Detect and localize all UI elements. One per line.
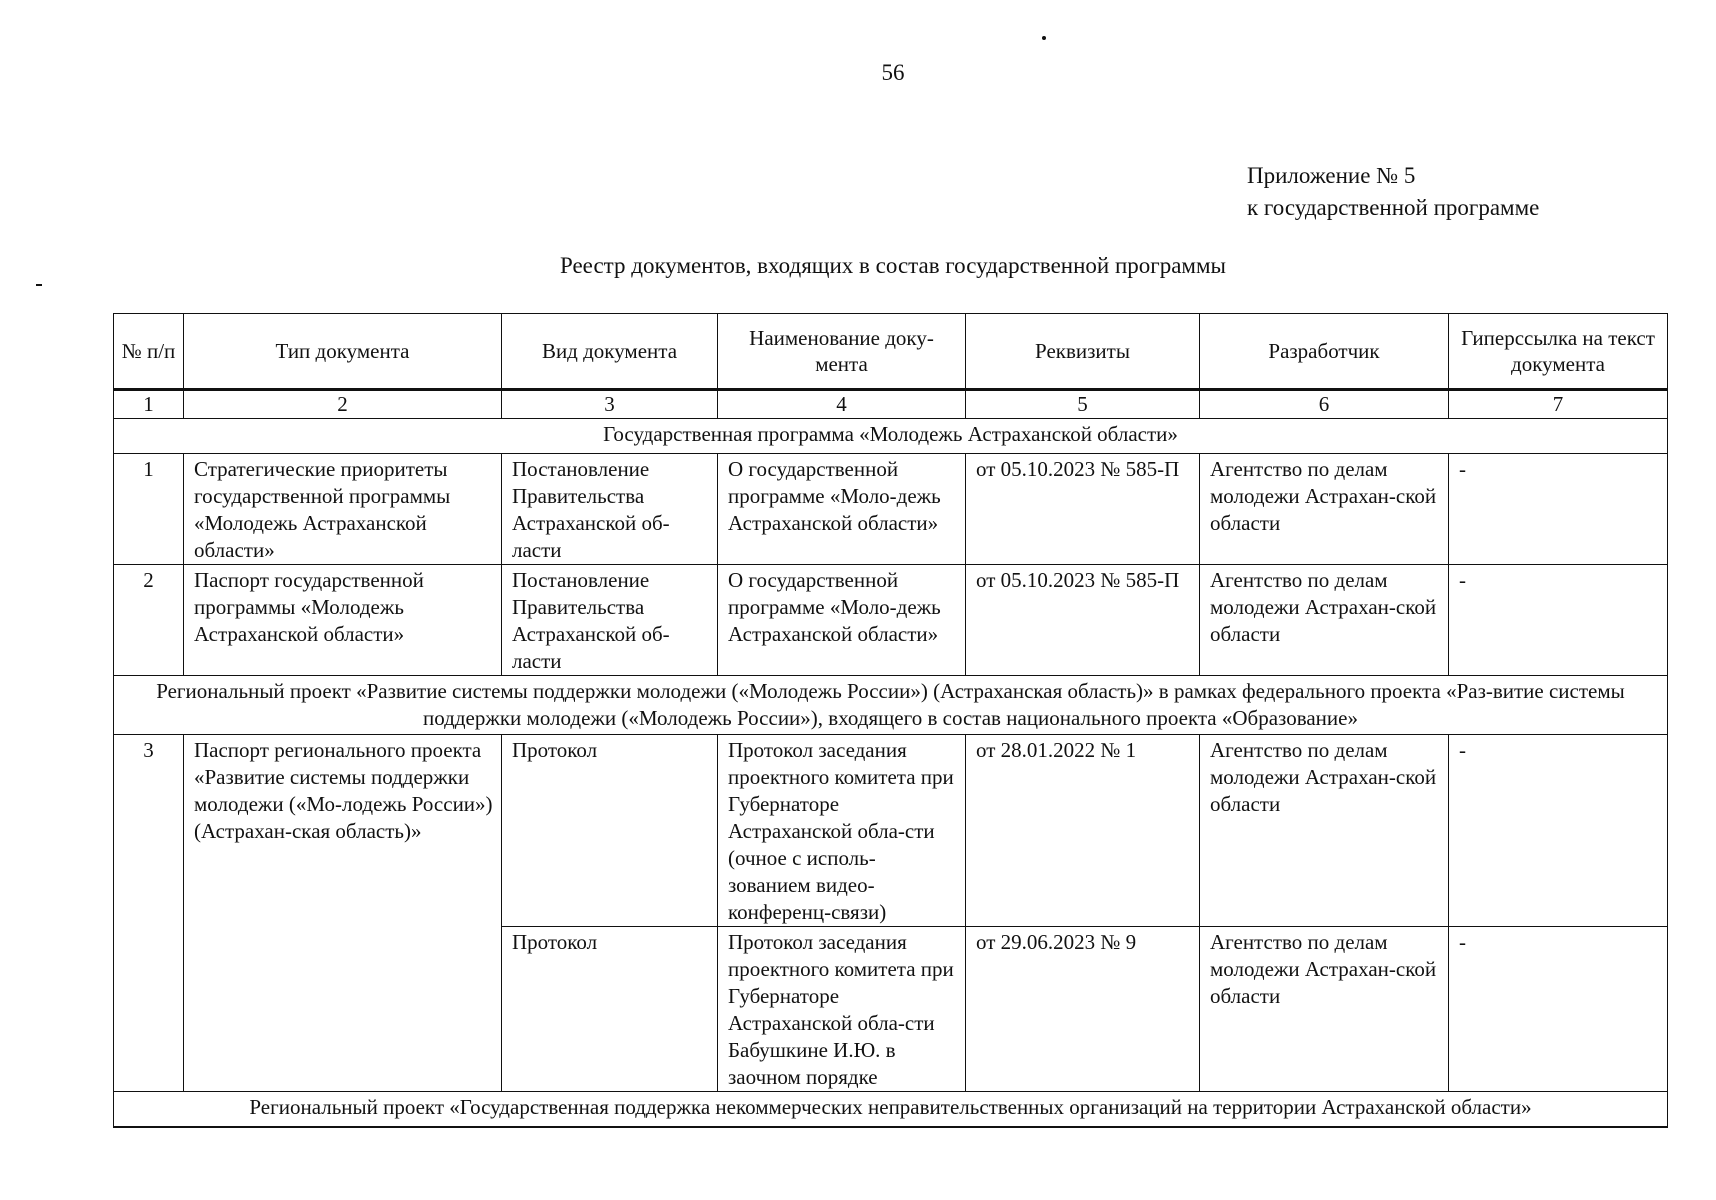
document-link: -	[1449, 927, 1668, 1092]
document-name: Протокол заседания проектного комитета при Губернаторе Астраханской обла-сти (очное с исполь-зованием видео-конференц-связи)	[718, 735, 966, 927]
header-cell: Гиперссылка на текст документа	[1449, 314, 1668, 390]
document-type: Паспорт государственной программы «Молодежь Астраханской области»	[184, 565, 502, 676]
document-developer: Агентство по делам молодежи Астрахан-ской области	[1200, 735, 1449, 927]
document-link: -	[1449, 454, 1668, 565]
appendix-line-1: Приложение № 5	[1247, 163, 1416, 188]
document-name: Протокол заседания проектного комитета при Губернаторе Астраханской обла-сти Бабушкине И.Ю. в заочном порядке	[718, 927, 966, 1092]
document-developer: Агентство по делам молодежи Астрахан-ской области	[1200, 927, 1449, 1092]
table-row	[114, 565, 1668, 676]
document-link: -	[1449, 735, 1668, 927]
document-kind: Постановление Правительства Астраханской об-ласти	[502, 565, 718, 676]
header-cell: Наименование доку-мента	[718, 314, 966, 390]
header-cell: № п/п	[114, 314, 184, 390]
document-kind: Протокол	[502, 927, 718, 1092]
header-cell: Вид документа	[502, 314, 718, 390]
table-row	[114, 454, 1668, 565]
registry-table	[113, 313, 1668, 1128]
document-kind: Постановление Правительства Астраханской об-ласти	[502, 454, 718, 565]
document-kind: Протокол	[502, 735, 718, 927]
section-heading: Региональный проект «Развитие системы поддержки молодежи («Молодежь России») (Астраханская область)» в рамках федерального проекта «Раз-витие системы поддержки молодежи («Молодежь России»), входящего в состав национального проекта «Образование»	[114, 676, 1668, 735]
document-details: от 05.10.2023 № 585-П	[966, 565, 1200, 676]
document-details: от 28.01.2022 № 1	[966, 735, 1200, 927]
document-details: от 05.10.2023 № 585-П	[966, 454, 1200, 565]
row-number: 3	[114, 735, 184, 1092]
document-name: О государственной программе «Моло-дежь Астраханской области»	[718, 565, 966, 676]
column-number: 2	[184, 390, 502, 419]
document-developer: Агентство по делам молодежи Астрахан-ской области	[1200, 454, 1449, 565]
document-details: от 29.06.2023 № 9	[966, 927, 1200, 1092]
header-cell: Разработчик	[1200, 314, 1449, 390]
appendix-line-2: к государственной программе	[1247, 195, 1540, 220]
document-title: Реестр документов, входящих в состав государственной программы	[559, 253, 1226, 278]
appendix-note	[1247, 160, 1539, 224]
header-cell: Реквизиты	[966, 314, 1200, 390]
row-number: 2	[114, 565, 184, 676]
column-number: 4	[718, 390, 966, 419]
section-row	[114, 1092, 1668, 1128]
page-number: 56	[881, 60, 905, 85]
row-number: 1	[114, 454, 184, 565]
column-number-row	[114, 390, 1668, 419]
section-row	[114, 419, 1668, 454]
document-link: -	[1449, 565, 1668, 676]
column-number: 5	[966, 390, 1200, 419]
table-row	[114, 735, 1668, 927]
document-developer: Агентство по делам молодежи Астрахан-ской области	[1200, 565, 1449, 676]
column-number: 3	[502, 390, 718, 419]
document-type: Паспорт регионального проекта «Развитие системы поддержки молодежи («Мо-лодежь России») (Астрахан-ская область)»	[184, 735, 502, 1092]
column-number: 7	[1449, 390, 1668, 419]
section-heading: Региональный проект «Государственная поддержка некоммерческих неправительственных организаций на территории Астраханской области»	[114, 1092, 1668, 1128]
scan-speck	[36, 284, 42, 286]
column-number: 6	[1200, 390, 1449, 419]
column-number: 1	[114, 390, 184, 419]
section-heading: Государственная программа «Молодежь Астраханской области»	[114, 419, 1668, 454]
document-name: О государственной программе «Моло-дежь Астраханской области»	[718, 454, 966, 565]
header-cell: Тип документа	[184, 314, 502, 390]
table-header-row	[114, 314, 1668, 390]
document-type: Стратегические приоритеты государственной программы «Молодежь Астраханской области»	[184, 454, 502, 565]
scan-speck	[1042, 36, 1046, 40]
section-row	[114, 676, 1668, 735]
